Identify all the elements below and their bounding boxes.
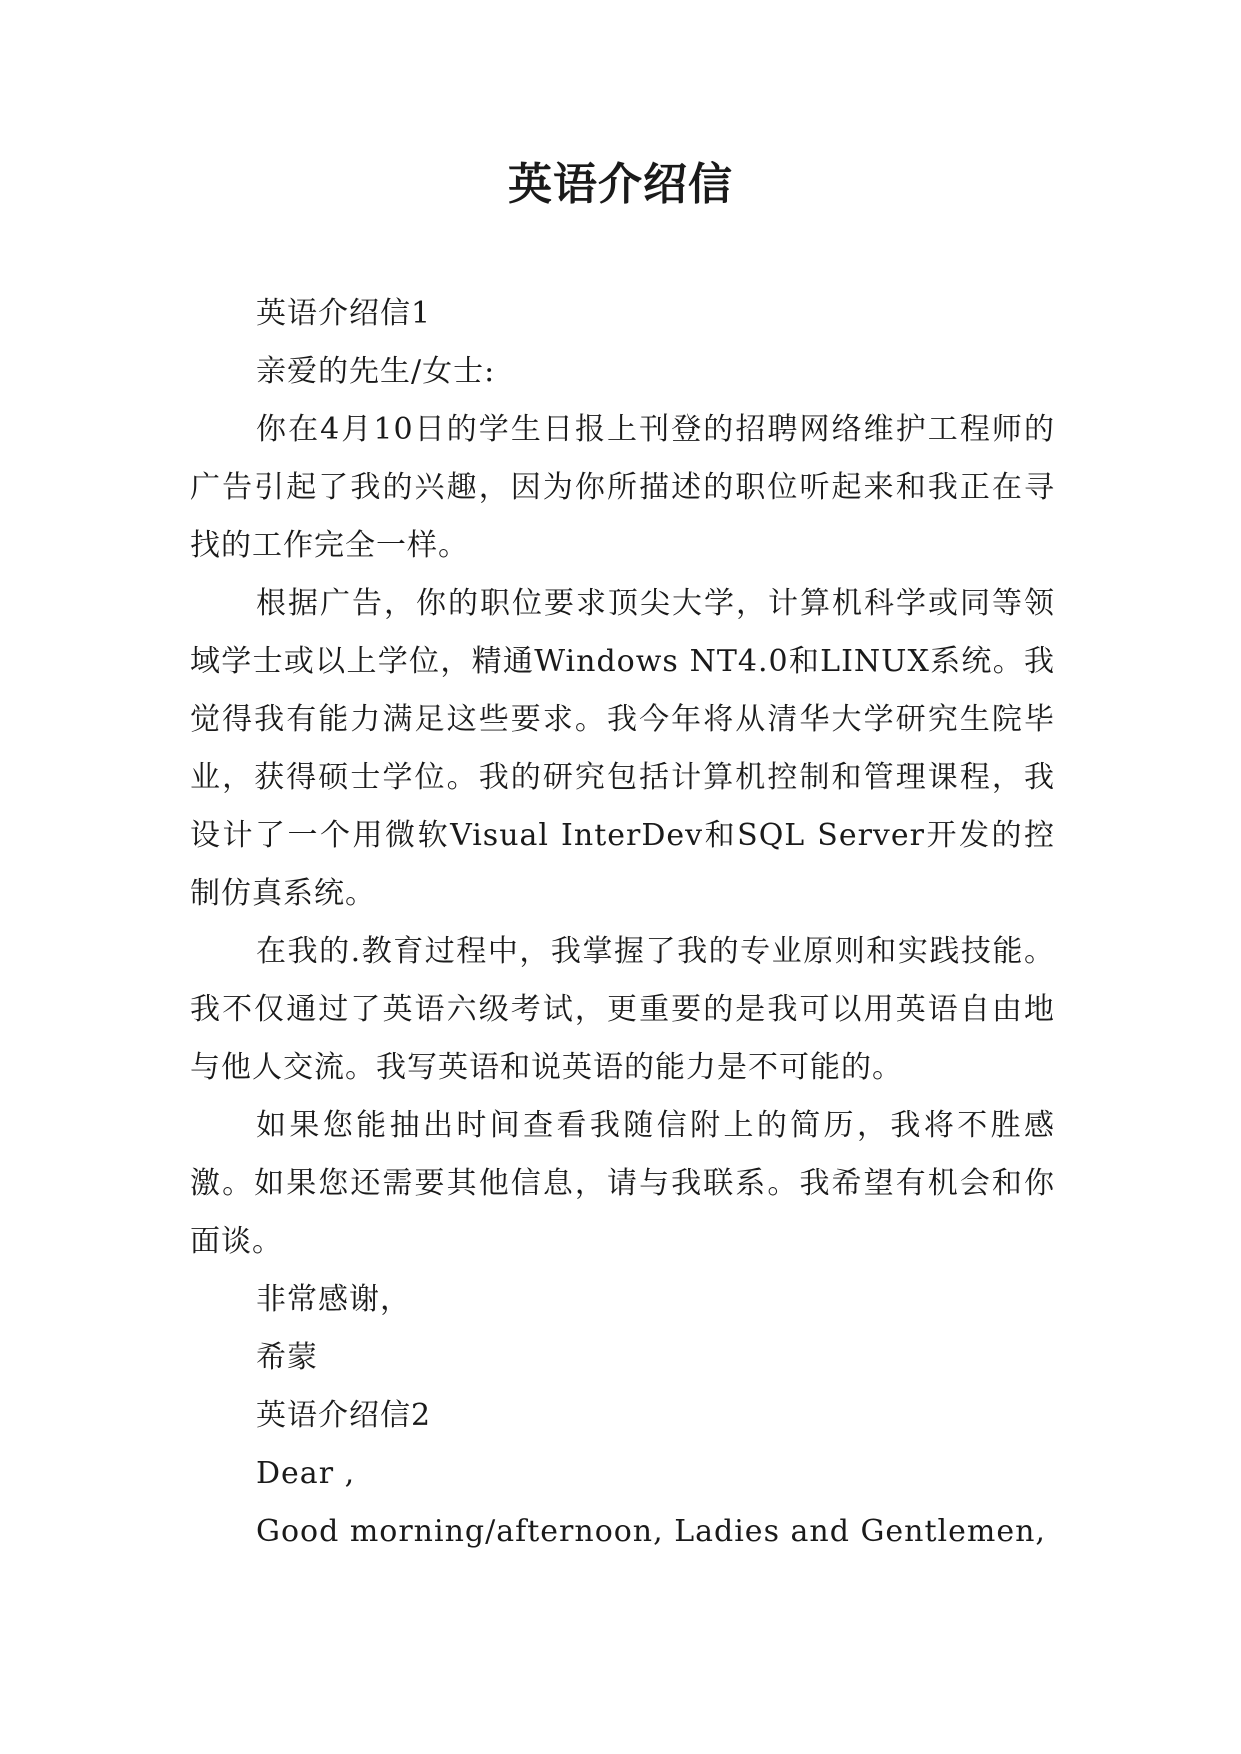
signature-name: 希蒙 — [256, 1340, 318, 1375]
section-heading-1: 英语介绍信1 — [256, 296, 432, 331]
english-salutation: Dear , — [256, 1456, 356, 1491]
paragraph-qualifications: 根据广告，你的职位要求顶尖大学，计算机科学或同等领域学士或以上学位，精通Windows NT4.0和LINUX系统。我觉得我有能力满足这些要求。我今年将从清华大学研究生院毕业，获得硕士学位。我的研究包括计算机控制和管理课程，我设计了一个用微软Visual InterDev和SQL Server开发的控制仿真系统。 — [190, 586, 1055, 911]
letter-body — [190, 285, 1055, 1561]
salutation: 亲爱的先生/女士: — [256, 354, 496, 389]
page-title: 英语介绍信 — [508, 159, 733, 210]
paragraph-education: 在我的.教育过程中，我掌握了我的专业原则和实践技能。我不仅通过了英语六级考试，更重要的是我可以用英语自由地与他人交流。我写英语和说英语的能力是不可能的。 — [190, 934, 1055, 1085]
paragraph-closing: 如果您能抽出时间查看我随信附上的简历，我将不胜感激。如果您还需要其他信息，请与我联系。我希望有机会和你面谈。 — [190, 1108, 1055, 1259]
english-greeting: Good morning/afternoon, Ladies and Gentlemen, — [256, 1514, 1046, 1549]
section-heading-2: 英语介绍信2 — [256, 1398, 432, 1433]
paragraph-intro: 你在4月10日的学生日报上刊登的招聘网络维护工程师的广告引起了我的兴趣，因为你所描述的职位听起来和我正在寻找的工作完全一样。 — [190, 412, 1055, 563]
sign-off: 非常感谢， — [256, 1282, 411, 1317]
